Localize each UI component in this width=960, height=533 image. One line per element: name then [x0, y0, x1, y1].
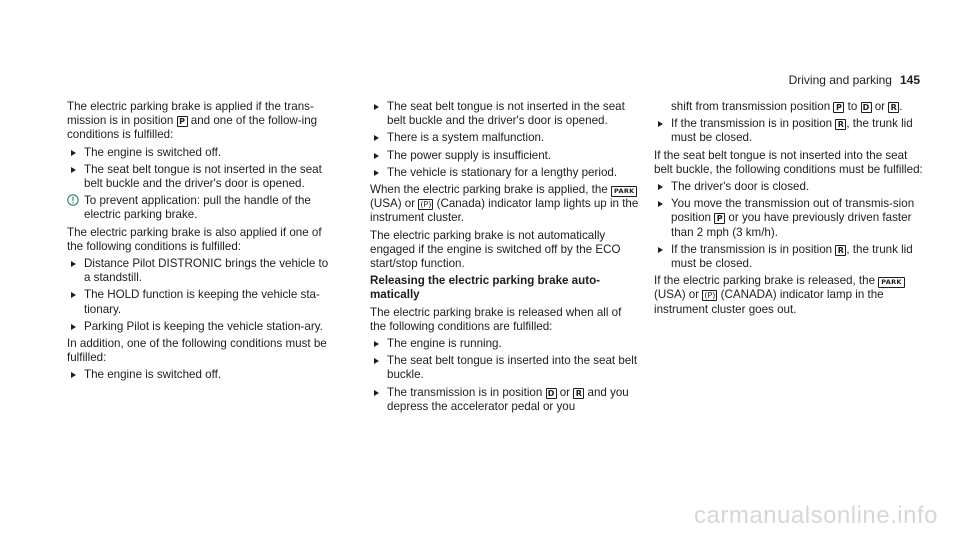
- list-item: The power supply is insufficient.: [370, 149, 640, 163]
- section-heading: Releasing the electric parking brake auto-matically: [370, 274, 601, 302]
- text: or you have previously driven faster than 2 mph (3 km/h).: [671, 211, 912, 239]
- list-item: Distance Pilot DISTRONIC brings the vehicle to a standstill.: [67, 257, 337, 285]
- list-item: The vehicle is stationary for a lengthy period.: [370, 166, 640, 180]
- paragraph: The electric parking brake is also applied if one of the following conditions is fulfilled:: [67, 225, 322, 253]
- note-text: To prevent application: pull the handle of the electric parking brake.: [84, 194, 311, 222]
- p-key-symbol: P: [714, 213, 725, 224]
- list-item: The engine is switched off.: [67, 146, 337, 160]
- text: , the trunk lid must be closed.: [671, 242, 913, 271]
- text: or: [556, 385, 574, 399]
- list-item: The HOLD function is keeping the vehicle sta-tionary.: [67, 288, 337, 316]
- p-circle-indicator-symbol: (P): [420, 200, 432, 210]
- p-key-symbol: P: [177, 116, 188, 127]
- list-item: [370, 386, 640, 414]
- list-item: [654, 197, 924, 240]
- list-item: The seat belt tongue is not inserted in the seat belt buckle and the driver's door is opened.: [370, 100, 640, 128]
- list-item: The engine is running.: [370, 337, 640, 351]
- text: (USA) or: [654, 288, 703, 302]
- text: .: [899, 100, 903, 113]
- list-item: There is a system malfunction.: [370, 131, 640, 145]
- page-number: 145: [899, 73, 920, 87]
- r-key-symbol: R: [835, 119, 846, 130]
- r-key-symbol: R: [835, 245, 846, 256]
- text: and one of the follow-ing conditions is fulfilled:: [67, 114, 318, 142]
- note: [67, 194, 337, 222]
- bullet-list: [67, 257, 337, 334]
- text: to: [844, 100, 861, 113]
- watermark: carmanualsonline.info: [694, 501, 938, 529]
- text: and you depress the accelerator pedal or you: [387, 385, 629, 413]
- text: The electric parking brake is applied if the trans-mission is in position: [67, 100, 314, 128]
- page-header: [789, 73, 920, 87]
- text: If the electric parking brake is released, the: [654, 274, 879, 288]
- info-icon: [67, 194, 79, 206]
- list-item: The seat belt tongue is not inserted in the seat belt buckle and the driver's door is opened.: [67, 163, 337, 191]
- paragraph-continued: [654, 100, 924, 114]
- list-item: The engine is switched off.: [67, 368, 337, 382]
- section-title: Driving and parking: [788, 73, 892, 87]
- text: , the trunk lid must be closed.: [671, 117, 913, 145]
- d-key-symbol: D: [546, 388, 557, 399]
- paragraph: The electric parking brake is not automatically engaged if the engine is switched off by the ECO start/stop function.: [370, 228, 621, 271]
- list-item: The seat belt tongue is inserted into the seat belt buckle.: [370, 354, 640, 382]
- bullet-list: [67, 368, 337, 382]
- text: If the transmission is in position: [671, 242, 836, 256]
- park-indicator-symbol: PARK: [611, 186, 637, 197]
- list-item: [654, 117, 924, 145]
- paragraph: [370, 183, 640, 226]
- paragraph: [654, 274, 924, 317]
- paragraph: In addition, one of the following conditions must be fulfilled:: [67, 337, 327, 365]
- column-1: [67, 100, 337, 386]
- bullet-list: [654, 117, 924, 145]
- column-2: [370, 100, 640, 417]
- list-item: [654, 243, 924, 271]
- d-key-symbol: D: [861, 102, 872, 113]
- text: (CANADA) indicator lamp in the instrument cluster goes out.: [654, 288, 884, 316]
- paragraph: [67, 100, 337, 143]
- park-indicator-symbol: PARK: [878, 277, 904, 288]
- text: (Canada) indicator lamp lights up in the instrument cluster.: [370, 197, 639, 225]
- text: The transmission is in position: [387, 385, 546, 399]
- text: When the electric parking brake is applied, the: [370, 183, 612, 197]
- paragraph: The electric parking brake is released when all of the following conditions are fulfilled:: [370, 305, 622, 333]
- bullet-list: [370, 100, 640, 180]
- bullet-list: [654, 180, 924, 271]
- bullet-list: [370, 337, 640, 414]
- p-key-symbol: P: [833, 102, 844, 113]
- text: If the transmission is in position: [671, 117, 836, 131]
- r-key-symbol: R: [573, 388, 584, 399]
- r-key-symbol: R: [888, 102, 899, 113]
- text: shift from transmission position: [671, 100, 834, 113]
- list-item: The driver's door is closed.: [654, 180, 924, 194]
- column-3: [654, 100, 924, 320]
- text: You move the transmission out of transmis-sion position: [671, 197, 915, 225]
- paragraph: If the seat belt tongue is not inserted into the seat belt buckle, the following conditions must be fulfilled:: [654, 148, 923, 176]
- bullet-list: [67, 146, 337, 192]
- text: (USA) or: [370, 197, 419, 211]
- text: or: [871, 100, 889, 113]
- list-item: Parking Pilot is keeping the vehicle station-ary.: [67, 320, 337, 334]
- p-circle-indicator-symbol: (P): [704, 291, 716, 301]
